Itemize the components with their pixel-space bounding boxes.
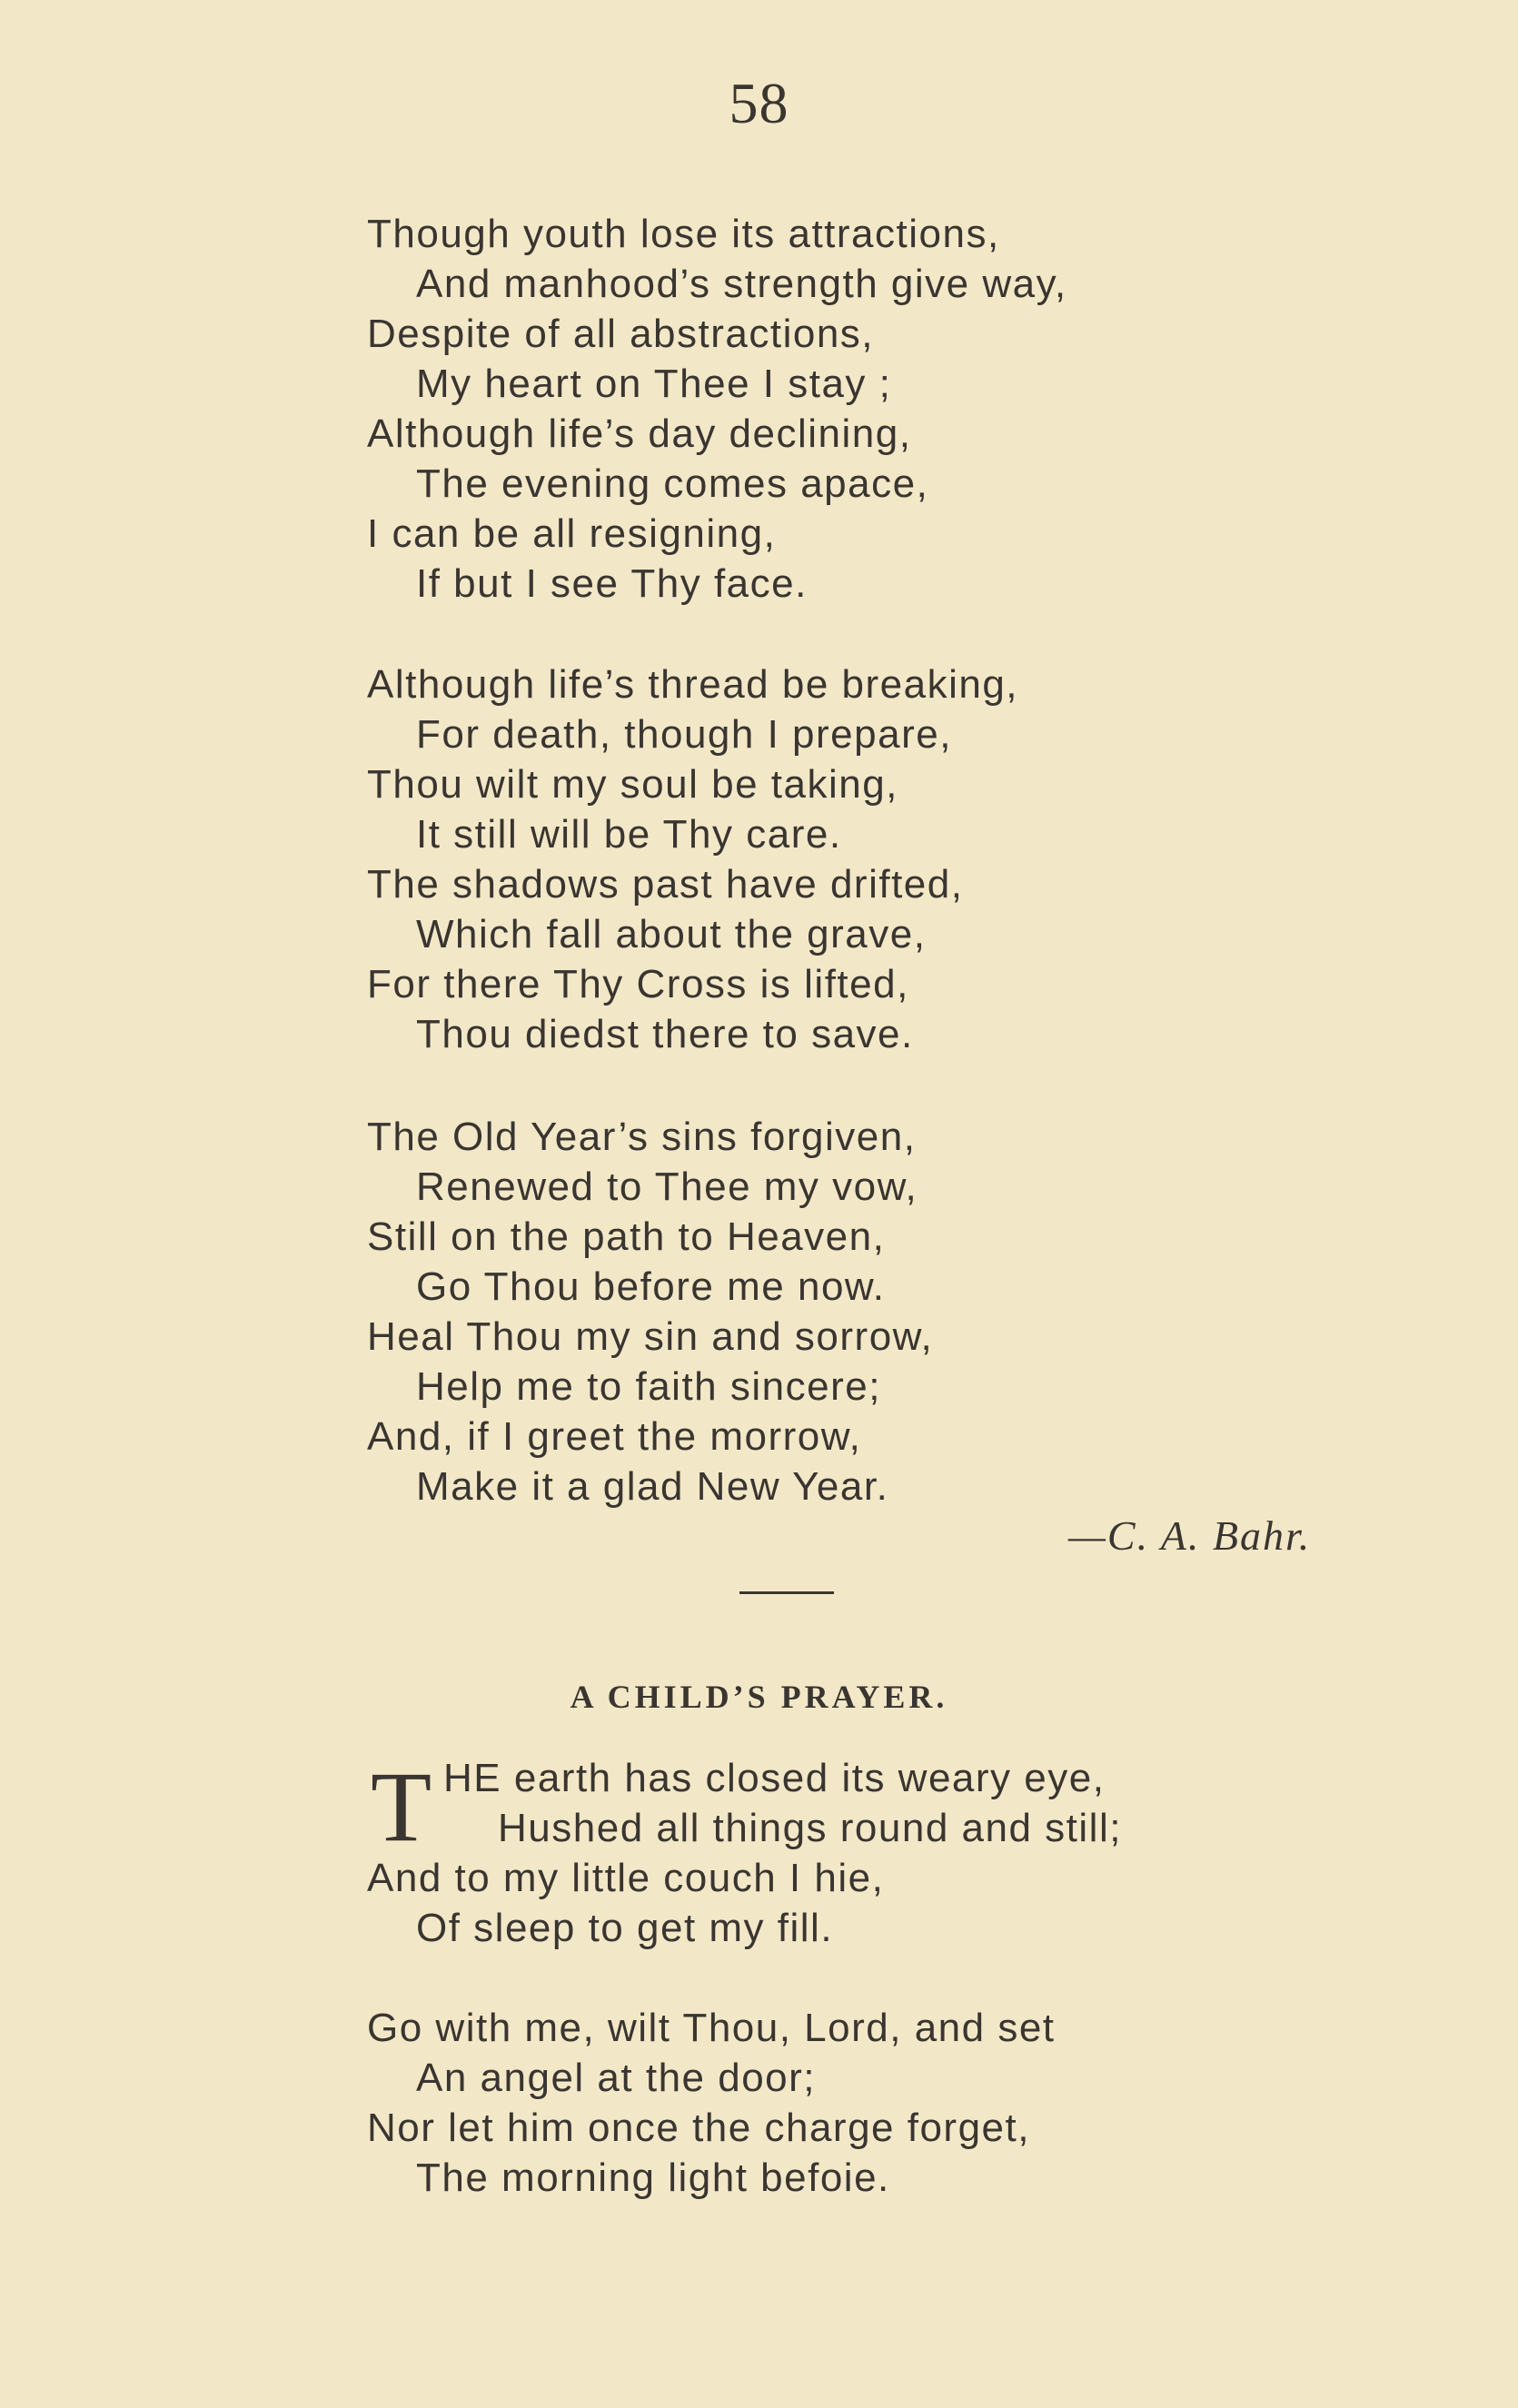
poem-line: Make it a glad New Year. [416,1464,889,1509]
poem-line: And to my little couch I hie, [367,1856,885,1900]
poem-line: Renewed to Thee my vow, [416,1164,918,1209]
poem-line: Hushed all things round and still; [498,1806,1122,1850]
poem-line: The morning light befoie. [416,2155,890,2200]
poem-line: My heart on Thee I stay ; [416,362,892,406]
poem-line: Thou wilt my soul be taking, [367,762,898,807]
page-number: 58 [729,71,789,135]
poem-line: Despite of all abstractions, [367,312,875,356]
poem-line: The evening comes apace, [416,461,929,506]
poem-line: Although life’s day declining, [367,411,912,456]
poem-title: A CHILD’S PRAYER. [570,1679,948,1715]
poem-line: Thou diedst there to save. [416,1012,914,1056]
section-divider [739,1591,834,1594]
poem-line: Of sleep to get my fill. [416,1906,834,1950]
poem-line: Which fall about the grave, [416,912,927,956]
poem-line: Heal Thou my sin and sorrow, [367,1314,934,1359]
poem-line: And manhood’s strength give way, [416,262,1067,306]
poem-line: Although life’s thread be breaking, [367,662,1019,707]
poem-line: An angel at the door; [416,2056,817,2100]
poem-line: And, if I greet the morrow, [367,1414,862,1459]
poem-line: If but I see Thy face. [416,561,808,606]
drop-cap: T [371,1751,432,1862]
poem-line: Still on the path to Heaven, [367,1214,886,1259]
poem-line: For death, though I prepare, [416,712,952,757]
poem-line: Go Thou before me now. [416,1264,886,1309]
poem-attribution: —C. A. Bahr. [1068,1512,1312,1559]
poem-line: Though youth lose its attractions, [367,212,1000,256]
poem-line: Go with me, wilt Thou, Lord, and set [367,2006,1056,2050]
poem-line: The Old Year’s sins forgiven, [367,1115,917,1159]
poem-line: It still will be Thy care. [416,812,842,857]
poem-line: For there Thy Cross is lifted, [367,962,909,1006]
poem-line: The shadows past have drifted, [367,862,964,907]
poem-line: I can be all resigning, [367,511,777,556]
poem-line: HE earth has closed its weary eye, [443,1756,1106,1800]
poem-line: Nor let him once the charge forget, [367,2106,1030,2150]
poem-line: Help me to faith sincere; [416,1364,881,1409]
